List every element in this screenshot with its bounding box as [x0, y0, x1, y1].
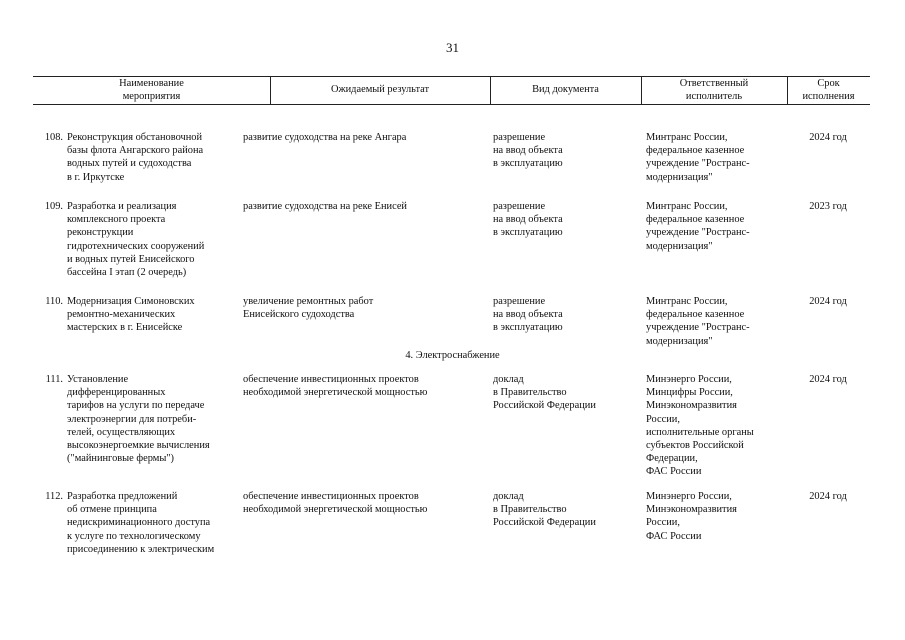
row-doc: доклад в Правительство Российской Федерации [493, 374, 596, 412]
row-result: развитие судоходства на реке Енисей [243, 201, 407, 212]
row-term: 2024 год [809, 296, 847, 307]
row-result: обеспечение инвестиционных проектов необходимой энергетической мощностью [243, 374, 428, 399]
row-responsible: Минтранс России, федеральное казенное учреждение "Ространс- модернизация" [646, 132, 750, 183]
row-term: 2023 год [809, 201, 847, 212]
row-number: 110. [45, 296, 63, 307]
row-responsible: Минэнерго России, Минцифры России, Минэкономразвития России, исполнительные органы субъектов Российской Федерации, ФАС России [646, 374, 754, 478]
row-name: Установление дифференцированных тарифов на услуги по передаче электроэнергии для потреби- телей, осуществляющих высокоэнергоемкие вычисления ("майнинговые фермы") [67, 374, 210, 465]
header-term: Срок исполнения [802, 78, 855, 102]
row-responsible: Минтранс России, федеральное казенное учреждение "Ространс- модернизация" [646, 201, 750, 252]
row-name: Разработка предложений об отмене принципа недискриминационного доступа к услуге по технологическому присоединению к электрическим [67, 491, 215, 555]
row-doc: разрешение на ввод объекта в эксплуатацию [493, 201, 563, 239]
row-doc: доклад в Правительство Российской Федерации [493, 491, 596, 529]
header-responsible: Ответственный исполнитель [679, 78, 749, 102]
header-bottom-rule [33, 104, 870, 105]
row-term: 2024 год [809, 132, 847, 143]
section-title: 4. Электроснабжение [405, 350, 500, 361]
row-number: 108. [44, 132, 63, 143]
row-result: увеличение ремонтных работ Енисейского судоходства [243, 296, 374, 321]
row-result: развитие судоходства на реке Ангара [243, 132, 407, 143]
row-responsible: Минтранс России, федеральное казенное учреждение "Ространс- модернизация" [646, 296, 750, 347]
row-name: Разработка и реализация комплексного проекта реконструкции гидротехнических сооружений и водных путей Енисейского бассейна I этап (2 очередь) [67, 201, 205, 279]
page-number: 31 [446, 40, 459, 55]
header-result: Ожидаемый результат [330, 84, 430, 96]
row-responsible: Минэнерго России, Минэкономразвития России, ФАС России [646, 491, 737, 542]
header-doc: Вид документа [532, 84, 599, 96]
row-doc: разрешение на ввод объекта в эксплуатацию [493, 132, 563, 170]
row-term: 2024 год [809, 374, 847, 385]
row-number: 109. [44, 201, 63, 212]
row-name: Реконструкция обстановочной базы флота Ангарского района водных путей и судоходства в г. Иркутске [67, 132, 204, 183]
row-name: Модернизация Симоновских ремонтно-механических мастерских в г. Енисейске [67, 296, 195, 334]
row-number: 111. [45, 374, 63, 385]
row-result: обеспечение инвестиционных проектов необходимой энергетической мощностью [243, 491, 428, 516]
header-name: Наименование мероприятия [119, 78, 184, 102]
row-number: 112. [45, 491, 63, 502]
row-term: 2024 год [809, 491, 847, 502]
row-doc: разрешение на ввод объекта в эксплуатацию [493, 296, 563, 334]
